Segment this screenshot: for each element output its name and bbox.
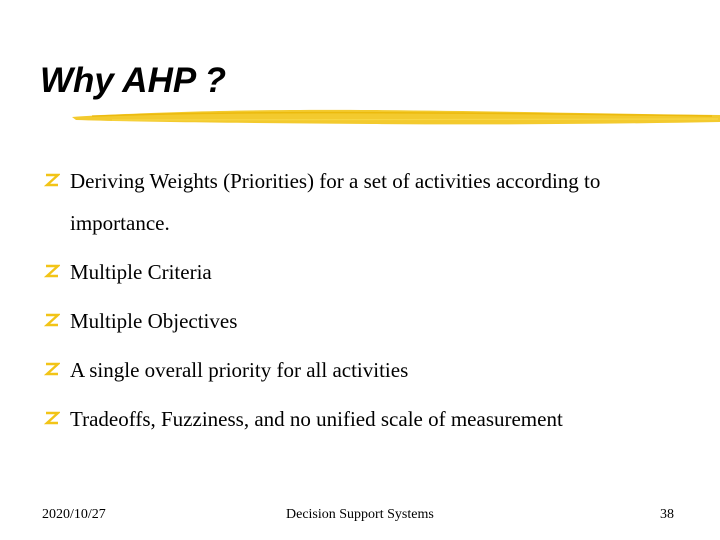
footer-date: 2020/10/27 [42,507,106,522]
z-bullet-icon [44,312,60,328]
bullet-item [44,300,684,342]
z-bullet-icon [44,361,60,377]
z-bullet-icon [44,172,60,188]
bullet-item [44,160,684,244]
z-bullet-icon [44,410,60,426]
slide-title: Why AHP ? [40,61,227,100]
bullet-text: A single overall priority for all activities [70,358,409,382]
bullet-list [44,160,684,447]
bullet-item [44,398,684,440]
z-bullet-icon [44,263,60,279]
bullet-text: Tradeoffs, Fuzziness, and no unified scale of measurement [70,407,563,431]
bullet-item [44,251,684,293]
bullet-text: Deriving Weights (Priorities) for a set of activities according to importance. [70,169,601,235]
footer-page-number: 38 [660,507,674,522]
footer-course-name: Decision Support Systems [286,507,434,522]
bullet-text: Multiple Criteria [70,260,212,284]
bullet-text: Multiple Objectives [70,309,238,333]
bullet-item [44,349,684,391]
title-underline-brushstroke [72,104,720,130]
